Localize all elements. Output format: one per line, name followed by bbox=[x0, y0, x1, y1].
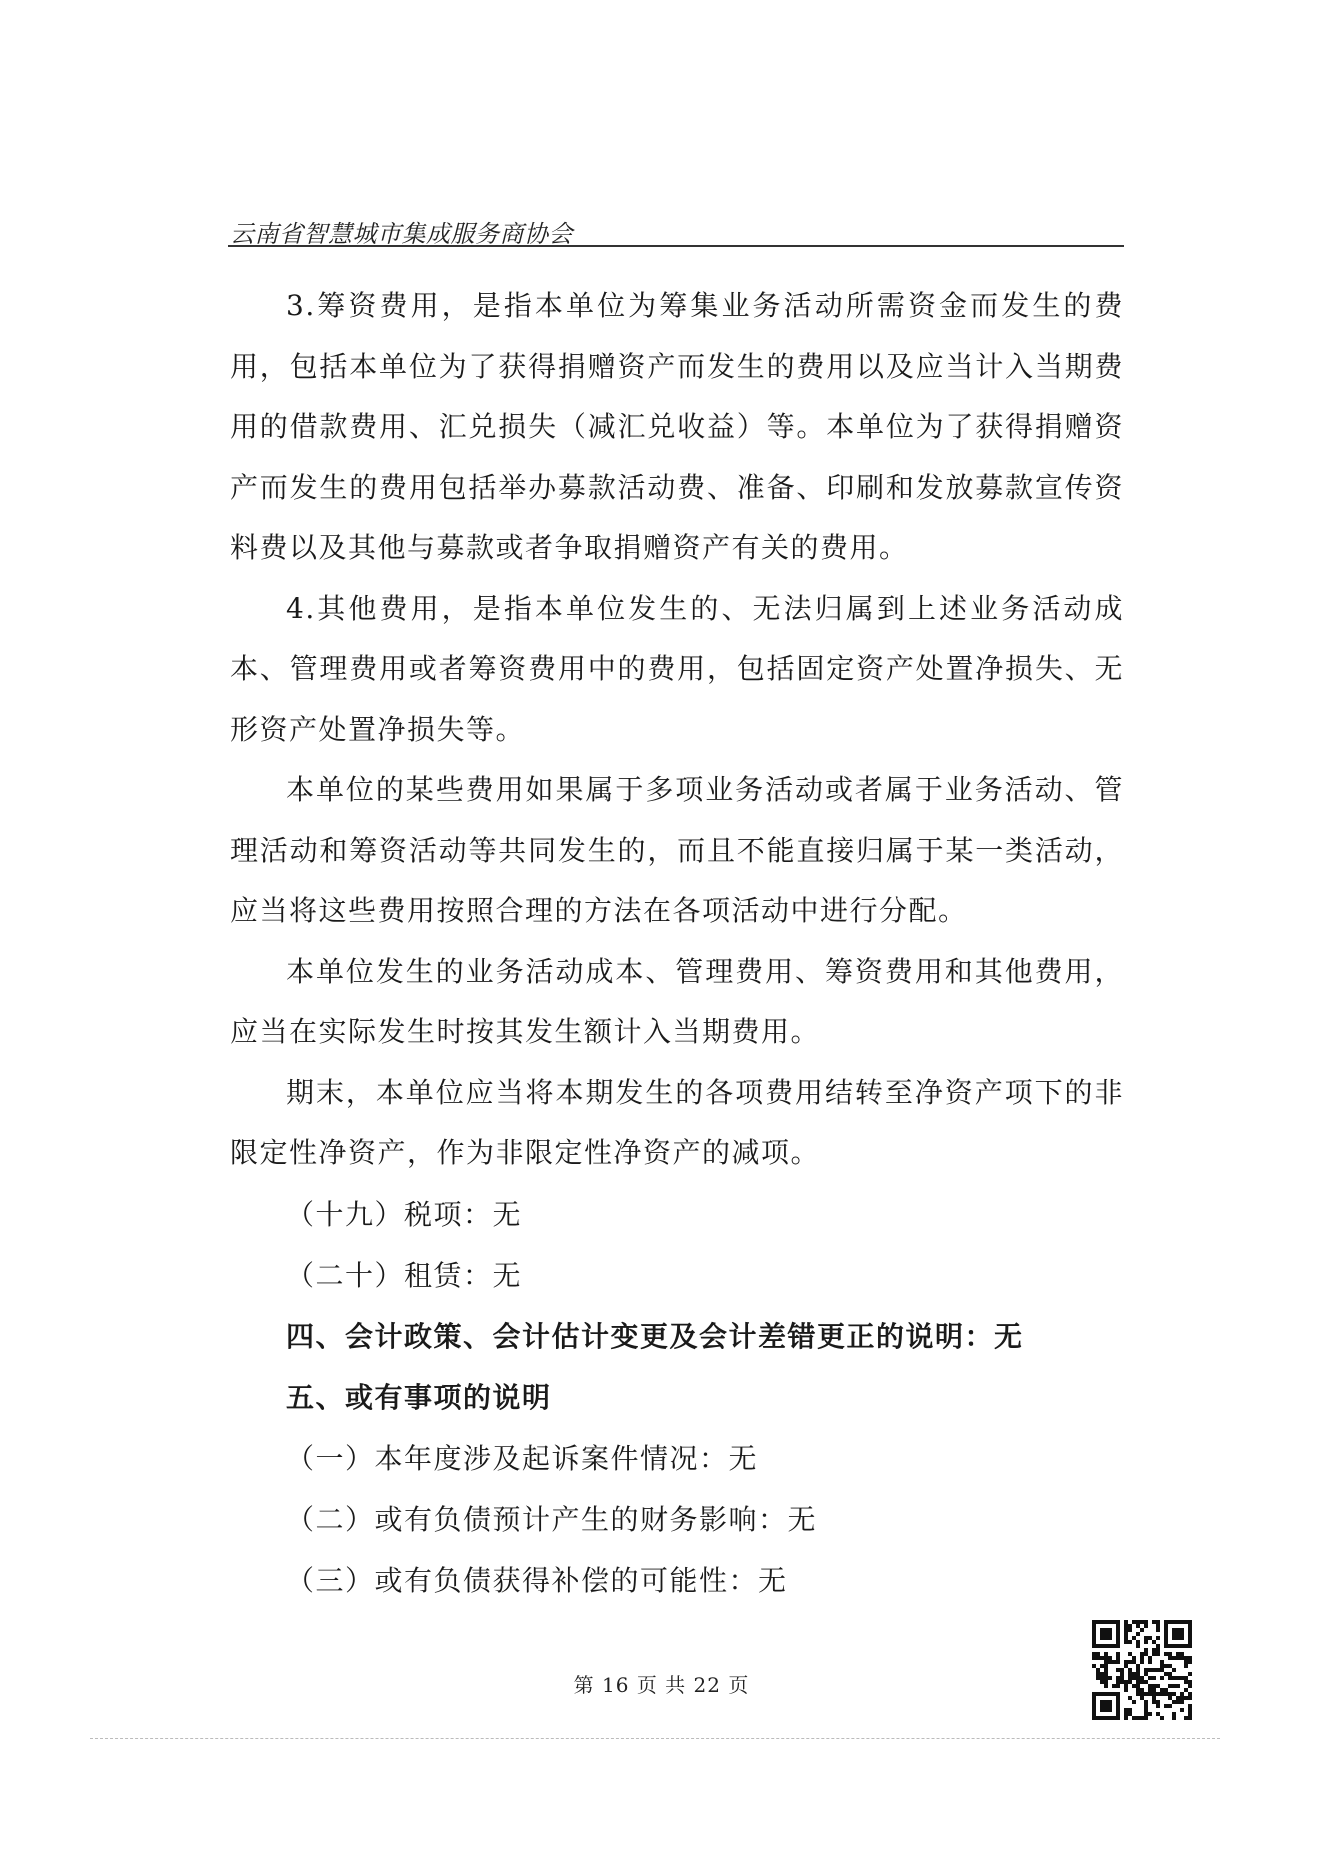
paragraph-period-end: 期末，本单位应当将本期发生的各项费用结转至净资产项下的非限定性净资产，作为非限定性净资产的减项。 bbox=[230, 1075, 1124, 1169]
qr-code-icon bbox=[1092, 1620, 1192, 1720]
paragraph-other-expense: 4.其他费用，是指本单位发生的、无法归属到上述业务活动成本、管理费用或者筹资费用中的费用，包括固定资产处置净损失、无形资产处置净损失等。 bbox=[230, 591, 1124, 746]
section5-item-2: （二）或有负债预计产生的财务影响：无 bbox=[286, 1502, 818, 1536]
footer-divider bbox=[90, 1738, 1220, 1739]
paragraph-expense-recognition: 本单位发生的业务活动成本、管理费用、筹资费用和其他费用，应当在实际发生时按其发生额计入当期费用。 bbox=[230, 954, 1124, 1048]
heading-section-4: 四、会计政策、会计估计变更及会计差错更正的说明：无 bbox=[286, 1319, 1024, 1353]
header-divider bbox=[228, 245, 1124, 247]
document-body bbox=[230, 276, 1124, 1611]
page-number: 第 16 页 共 22 页 bbox=[573, 1673, 750, 1697]
heading-section-5: 五、或有事项的说明 bbox=[286, 1380, 552, 1414]
document-header: 云南省智慧城市集成服务商协会 bbox=[230, 220, 573, 248]
item-tax: （十九）税项：无 bbox=[286, 1197, 523, 1231]
section5-item-3: （三）或有负债获得补偿的可能性：无 bbox=[286, 1563, 788, 1597]
section5-item-1: （一）本年度涉及起诉案件情况：无 bbox=[286, 1441, 759, 1475]
item-lease: （二十）租赁：无 bbox=[286, 1258, 523, 1292]
paragraph-financing-expense: 3.筹资费用，是指本单位为筹集业务活动所需资金而发生的费用，包括本单位为了获得捐赠资产而发生的费用以及应当计入当期费用的借款费用、汇兑损失（减汇兑收益）等。本单位为了获得捐赠资产而发生的费用包括举办募款活动费、准备、印刷和发放募款宣传资料费以及其他与募款或者争取捐赠资产有关的费用。 bbox=[230, 289, 1124, 564]
paragraph-expense-allocation: 本单位的某些费用如果属于多项业务活动或者属于业务活动、管理活动和筹资活动等共同发生的，而且不能直接归属于某一类活动，应当将这些费用按照合理的方法在各项活动中进行分配。 bbox=[230, 773, 1124, 927]
